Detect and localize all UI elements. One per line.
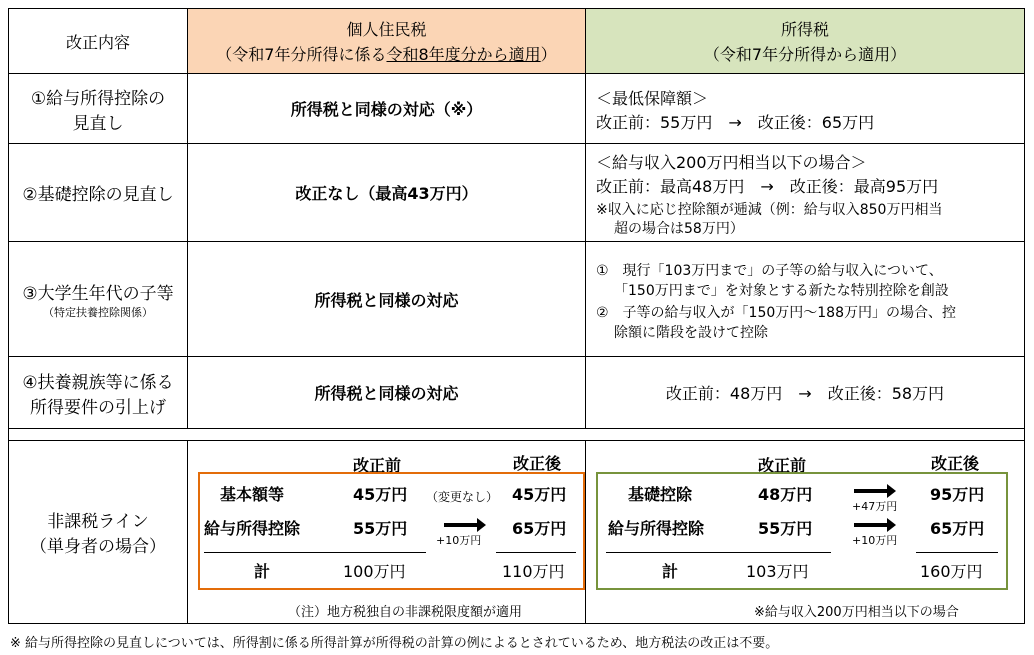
income-total-line-left <box>606 552 831 553</box>
row3-income-line4: 除額に階段を設けて控除 <box>614 325 768 341</box>
row4-label-line2: 所得要件の引上げ <box>30 397 166 418</box>
row3-label-cell <box>8 241 188 357</box>
resident-item2-arrow-icon <box>444 523 478 527</box>
income-item1-name: 基礎控除 <box>628 485 693 504</box>
income-item2-before: 55万円 <box>758 519 813 538</box>
row1-income-line1: ＜最低保障額＞ <box>596 89 709 108</box>
resident-item2-before: 55万円 <box>353 519 408 538</box>
row1-income-cell <box>585 73 1025 144</box>
header-income-tax-sub: （令和7年分所得から適用） <box>703 45 907 64</box>
resident-item1-change: （変更なし） <box>426 490 499 504</box>
row2-label-line1: ②基礎控除の見直し <box>22 185 174 205</box>
row2-resident-cell <box>187 143 586 242</box>
row1-resident-text: 所得税と同様の対応（※） <box>290 100 483 119</box>
row2-resident-text: 改正なし（最高43万円） <box>295 184 478 203</box>
income-item1-arrow-icon <box>854 489 888 493</box>
income-before-header: 改正前 <box>758 456 807 475</box>
header-content-label: 改正内容 <box>65 32 130 52</box>
footnote: ※ 給与所得控除の見直しについては、所得割に係る所得計算が所得税の計算の例によるとされているため、地方税法の改正は不要。 <box>10 636 779 651</box>
row3-income-line2: 「150万円まで」を対象とする新たな特別控除を創設 <box>614 283 949 299</box>
resident-item1-before: 45万円 <box>353 485 408 504</box>
row2-label-cell <box>8 143 188 242</box>
row3-label-line1: ③大学生年代の子等 <box>22 283 174 304</box>
threshold-label-cell <box>8 440 188 624</box>
threshold-income-cell <box>585 440 1025 624</box>
row3-income-cell <box>585 241 1025 357</box>
row4-resident-text: 所得税と同様の対応 <box>314 384 459 403</box>
income-item2-arrow-icon <box>854 523 888 527</box>
row2-income-note2: 超の場合は58万円） <box>614 221 744 237</box>
header-resident-tax-cell <box>187 8 586 74</box>
row2-income-line2: 改正前：最高48万円 → 改正後：最高95万円 <box>596 177 939 196</box>
resident-after-header: 改正後 <box>513 454 562 473</box>
resident-item1-name: 基本額等 <box>220 485 285 504</box>
income-item2-change: +10万円 <box>852 534 898 547</box>
income-total-before: 103万円 <box>746 562 809 581</box>
header-content-cell <box>8 8 188 74</box>
row1-resident-cell <box>187 73 586 144</box>
income-total-after: 160万円 <box>920 562 983 581</box>
resident-item2-after: 65万円 <box>512 519 567 538</box>
row3-income-line1: ① 現行「103万円まで」の子等の給与収入について、 <box>596 263 943 279</box>
header-income-tax-title: 所得税 <box>780 20 829 39</box>
threshold-resident-cell <box>187 440 586 624</box>
row3-income-line3: ② 子等の給与収入が「150万円～188万円」の場合、控 <box>596 305 956 321</box>
row4-income-cell <box>585 356 1025 429</box>
row2-income-cell <box>585 143 1025 242</box>
row1-label-cell <box>8 73 188 144</box>
income-total-label: 計 <box>662 562 679 581</box>
row4-label-cell <box>8 356 188 429</box>
row3-resident-text: 所得税と同様の対応 <box>314 290 459 310</box>
row2-income-note1: ※収入に応じ控除額が逓減（例：給与収入850万円相当 <box>596 202 943 218</box>
row1-label-line1: ①給与所得控除の <box>30 88 166 109</box>
header-resident-tax-title: 個人住民税 <box>346 20 427 39</box>
income-total-line-right <box>916 552 998 553</box>
resident-item1-after: 45万円 <box>512 485 567 504</box>
income-item2-after: 65万円 <box>930 519 985 538</box>
threshold-label-line2: （単身者の場合） <box>30 537 166 557</box>
row3-label-sub: （特定扶養控除関係） <box>43 305 153 319</box>
resident-total-after: 110万円 <box>502 562 565 581</box>
income-threshold-note: ※給与収入200万円相当以下の場合 <box>754 605 959 620</box>
resident-total-before: 100万円 <box>343 562 406 581</box>
resident-before-header: 改正前 <box>353 456 402 475</box>
resident-total-line-left <box>204 552 426 553</box>
header-income-tax-cell <box>585 8 1025 74</box>
row4-income-text: 改正前：48万円 → 改正後：58万円 <box>665 384 945 403</box>
row4-resident-cell <box>187 356 586 429</box>
resident-item2-change: +10万円 <box>436 534 482 547</box>
income-threshold-box <box>596 472 1008 590</box>
resident-total-line-right <box>496 552 576 553</box>
row4-label-line1: ④扶養親族等に係る <box>22 372 174 393</box>
row1-income-line2: 改正前：55万円 → 改正後：65万円 <box>596 113 875 132</box>
row1-label-line2: 見直し <box>72 113 124 134</box>
resident-threshold-box <box>198 472 585 590</box>
income-item1-change: +47万円 <box>852 500 898 513</box>
row2-income-line1: ＜給与収入200万円相当以下の場合＞ <box>596 153 867 172</box>
row3-resident-cell <box>187 241 586 357</box>
resident-item2-name: 給与所得控除 <box>204 519 301 538</box>
resident-total-label: 計 <box>254 562 271 581</box>
resident-threshold-note: （注）地方税独自の非課税限度額が適用 <box>288 605 523 620</box>
income-item1-after: 95万円 <box>930 485 985 504</box>
income-after-header: 改正後 <box>931 454 980 473</box>
header-resident-tax-sub: （令和7年分所得に係る令和8年度分から適用） <box>216 45 557 64</box>
income-item1-before: 48万円 <box>758 485 813 504</box>
income-item2-name: 給与所得控除 <box>608 519 705 538</box>
threshold-label-line1: 非課税ライン <box>47 512 149 532</box>
